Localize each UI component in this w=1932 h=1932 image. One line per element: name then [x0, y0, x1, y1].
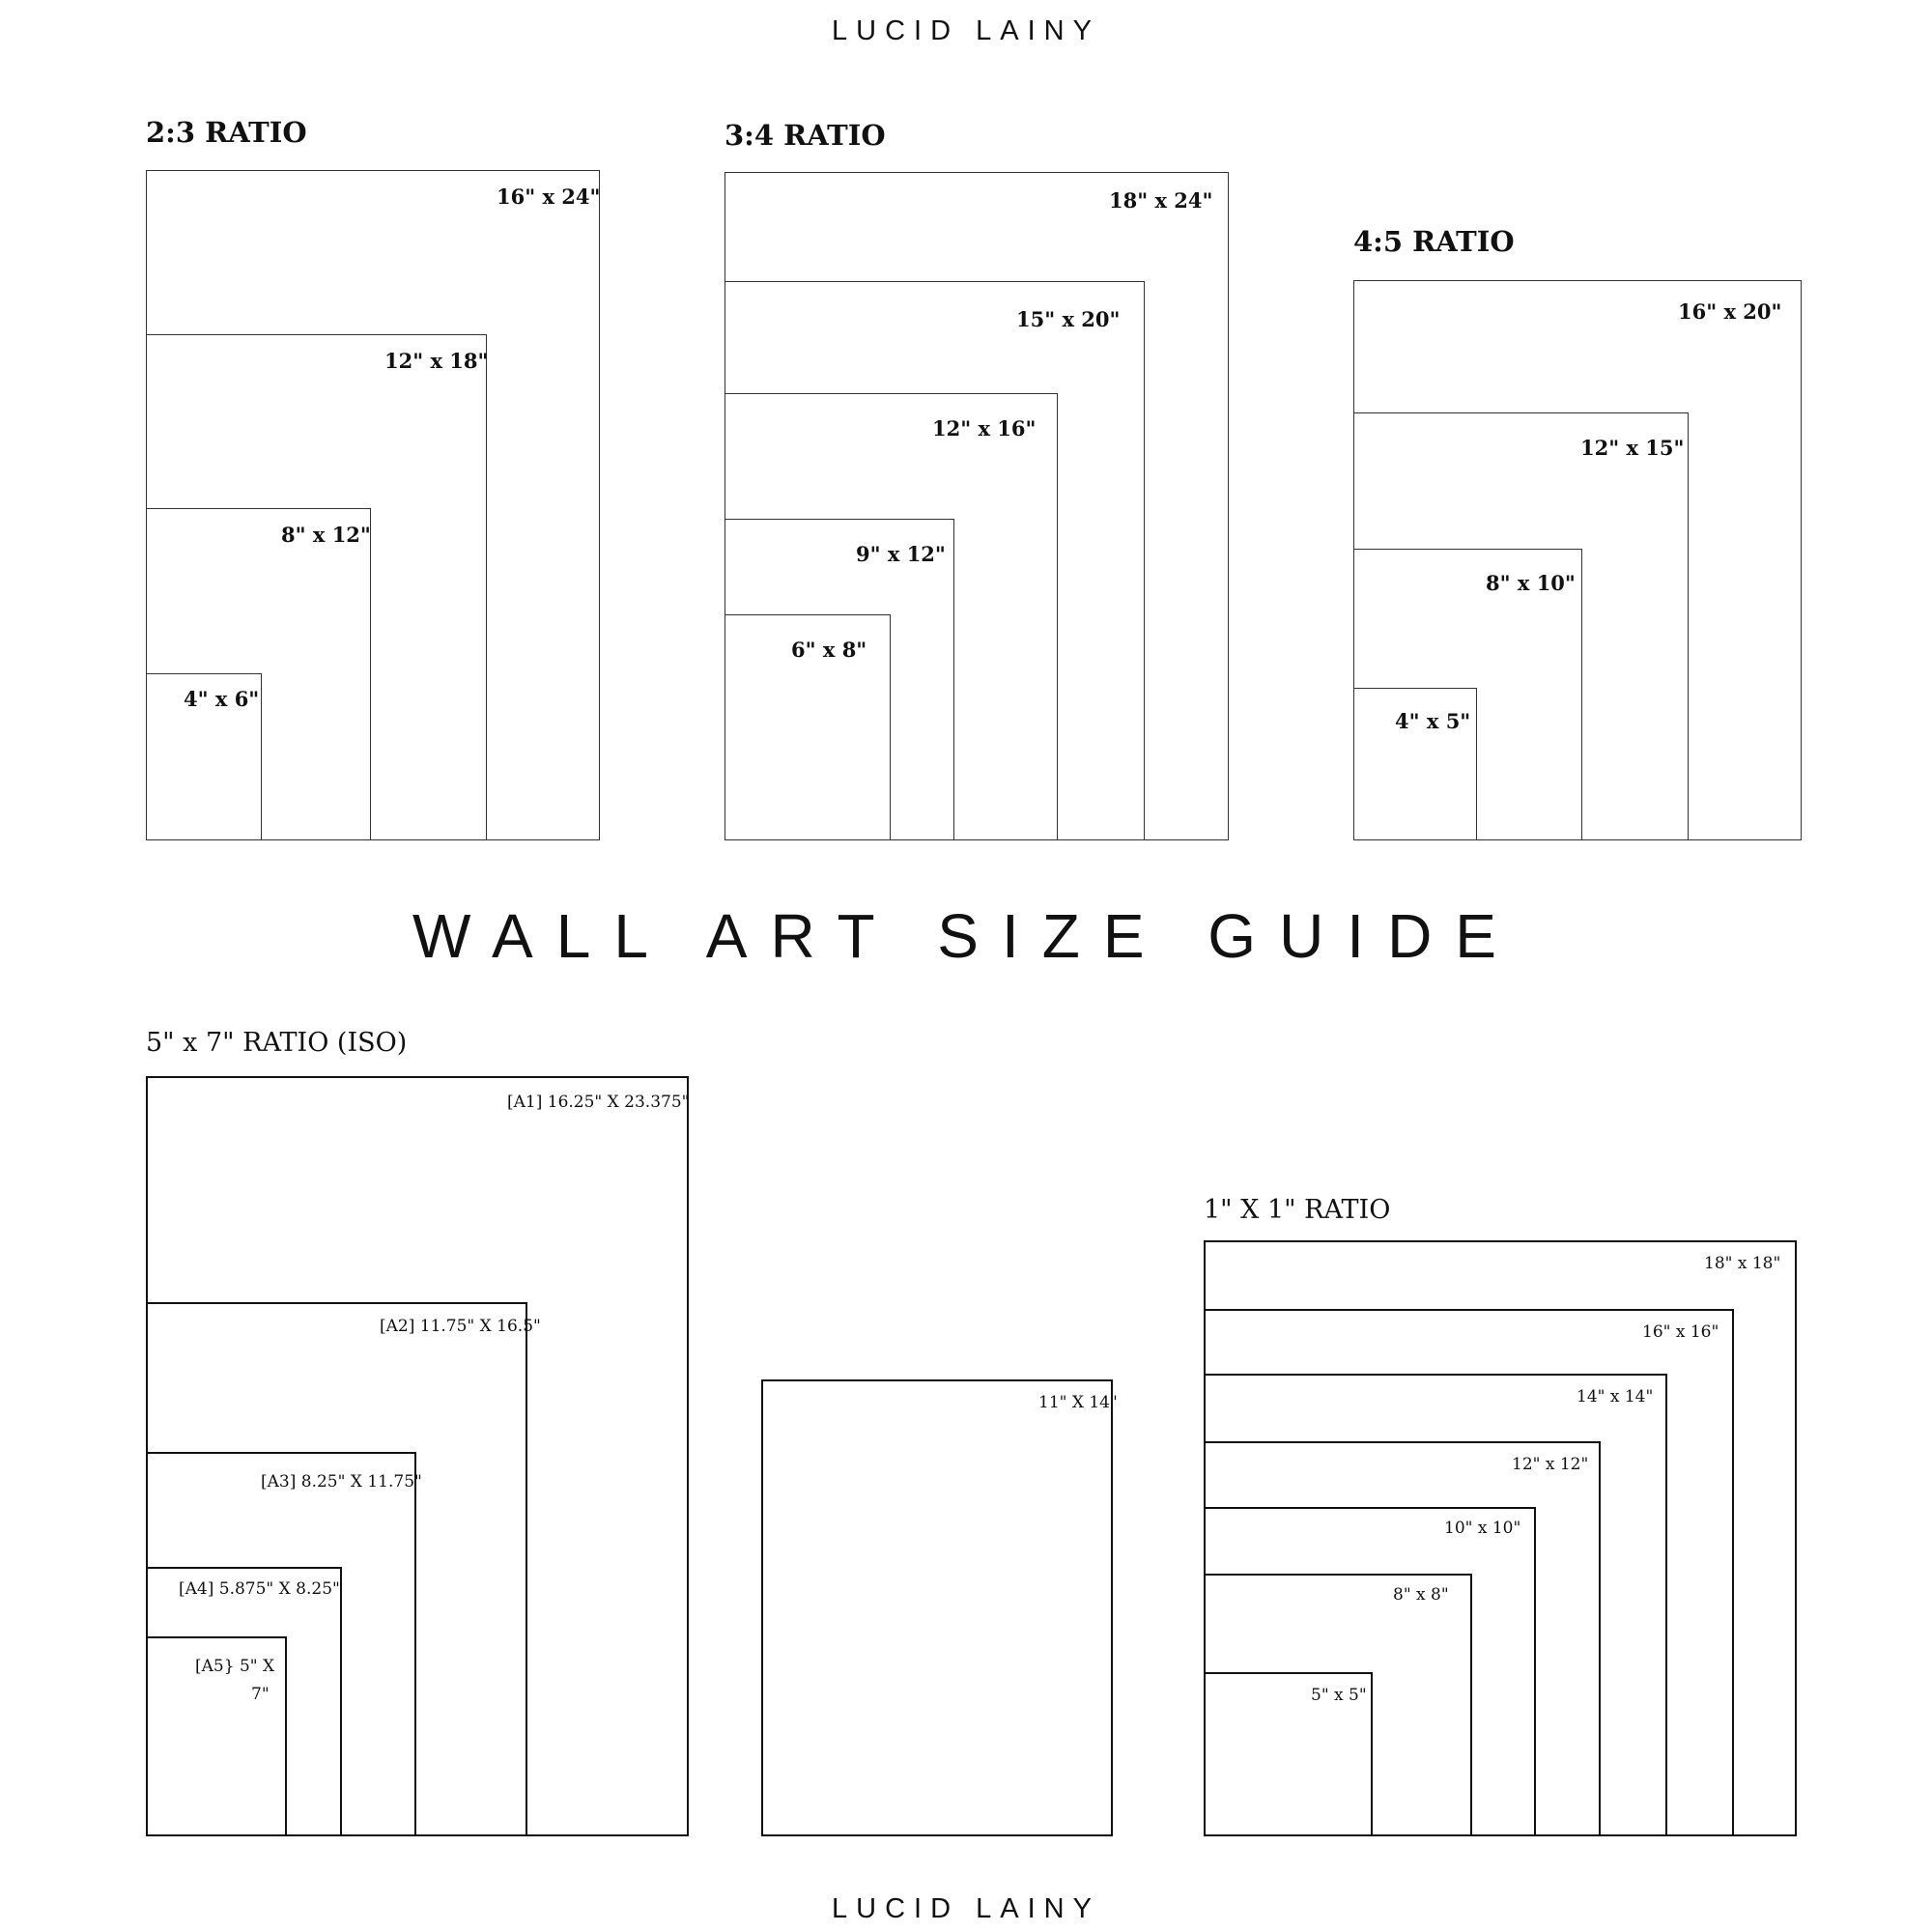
label-10x10: 10" x 10" — [1444, 1519, 1521, 1538]
label-14x14: 14" x 14" — [1577, 1387, 1654, 1406]
ratio-2-3-title: 2:3 RATIO — [146, 116, 307, 149]
frame-11x14 — [761, 1379, 1113, 1836]
label-8x10: 8" x 10" — [1486, 571, 1576, 595]
ratio-3-4-title: 3:4 RATIO — [724, 119, 886, 152]
label-15x20: 15" x 20" — [1016, 307, 1121, 331]
brand-footer: LUCID LAINY — [832, 1893, 1100, 1924]
ratio-4-5-title: 4:5 RATIO — [1353, 225, 1515, 258]
brand-header: LUCID LAINY — [832, 15, 1100, 46]
label-8x8: 8" x 8" — [1393, 1585, 1449, 1605]
label-12x15: 12" x 15" — [1580, 436, 1685, 460]
label-a5-line1: [A5} 5" X — [195, 1657, 275, 1676]
label-4x5: 4" x 5" — [1395, 709, 1471, 733]
label-a5-line2: 7" — [251, 1685, 270, 1704]
label-9x12: 9" x 12" — [856, 542, 946, 566]
label-a1: [A1] 16.25" X 23.375" — [507, 1093, 690, 1112]
label-a2: [A2] 11.75" X 16.5" — [380, 1317, 541, 1336]
label-16x16: 16" x 16" — [1642, 1322, 1719, 1342]
label-8x12: 8" x 12" — [281, 523, 371, 547]
label-16x20: 16" x 20" — [1678, 299, 1782, 324]
label-16x24: 16" x 24" — [497, 185, 601, 209]
label-18x24: 18" x 24" — [1109, 188, 1213, 213]
ratio-1-1-title: 1" X 1" RATIO — [1204, 1195, 1391, 1225]
label-12x12: 12" x 12" — [1512, 1455, 1589, 1474]
label-11x14: 11" X 14" — [1038, 1393, 1118, 1412]
label-a3: [A3] 8.25" X 11.75" — [261, 1472, 422, 1492]
label-6x8: 6" x 8" — [791, 638, 867, 662]
label-5x5: 5" x 5" — [1311, 1686, 1367, 1705]
label-a4: [A4] 5.875" X 8.25" — [179, 1579, 340, 1599]
label-4x6: 4" x 6" — [184, 687, 260, 711]
ratio-iso-title: 5" x 7" RATIO (ISO) — [146, 1028, 408, 1058]
label-12x18: 12" x 18" — [384, 349, 489, 373]
page-title: WALL ART SIZE GUIDE — [412, 901, 1520, 971]
label-18x18: 18" x 18" — [1704, 1254, 1781, 1273]
label-12x16: 12" x 16" — [932, 416, 1037, 440]
